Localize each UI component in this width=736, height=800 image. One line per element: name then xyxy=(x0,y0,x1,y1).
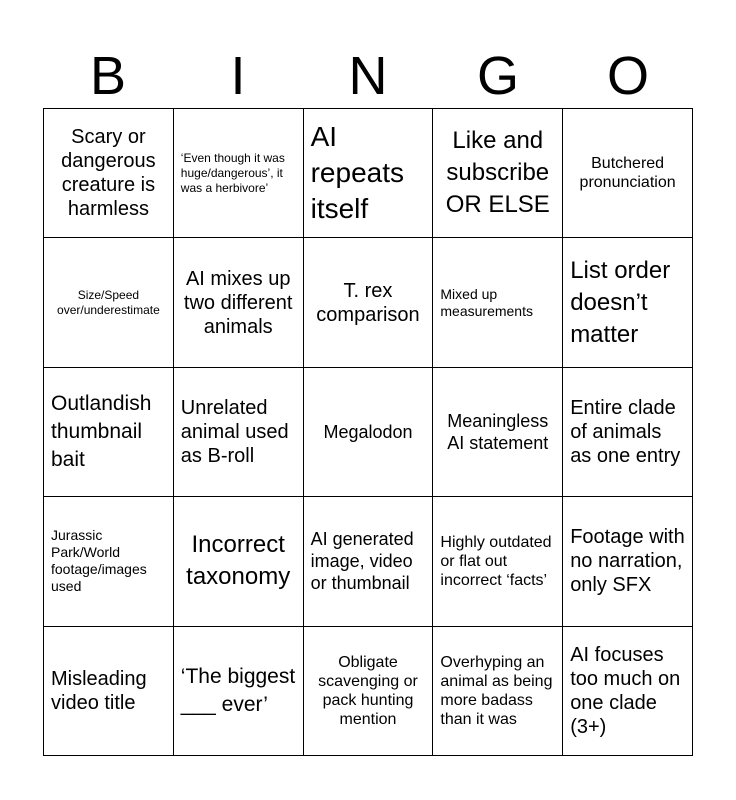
cell-text: Meaningless AI statement xyxy=(447,410,549,453)
cell-text: Footage with no narration, only SFX xyxy=(570,526,685,597)
bingo-cell-r3c5[interactable] xyxy=(563,368,693,497)
cell-text: Megalodon xyxy=(323,421,413,442)
bingo-cell-r4c5[interactable] xyxy=(563,497,693,626)
bingo-cell-r3c1[interactable] xyxy=(44,368,174,497)
cell-text: Obligate scavenging or pack hunting mention xyxy=(318,653,418,728)
cell-text: Like and subscribe OR ELSE xyxy=(445,127,550,219)
header-letter-n: N xyxy=(348,46,388,106)
bingo-cell-r1c2[interactable] xyxy=(174,109,304,238)
bingo-cell-r5c5[interactable] xyxy=(563,627,693,756)
cell-text: AI generated image, video or thumbnail xyxy=(310,529,414,594)
cell-text: Overhyping an animal as being more badass than it was xyxy=(440,653,553,728)
bingo-cell-r1c3[interactable] xyxy=(304,109,434,238)
bingo-grid xyxy=(43,108,693,756)
cell-text: Misleading video title xyxy=(51,667,147,714)
bingo-cell-r4c3[interactable] xyxy=(304,497,434,626)
header-letter-i: I xyxy=(230,46,246,106)
cell-text: AI mixes up two different animals xyxy=(183,267,293,338)
bingo-cell-r1c4[interactable] xyxy=(433,109,563,238)
bingo-cell-r4c4[interactable] xyxy=(433,497,563,626)
cell-text: AI focuses too much on one clade (3+) xyxy=(570,643,681,738)
bingo-cell-r2c5[interactable] xyxy=(563,238,693,367)
cell-text: Butchered pronunciation xyxy=(579,155,676,192)
cell-text: AI repeats itself xyxy=(310,121,404,225)
cell-text: Mixed up measurements xyxy=(440,285,533,319)
bingo-cell-r5c4[interactable] xyxy=(433,627,563,756)
header-letter-g: G xyxy=(476,46,519,106)
bingo-cell-r2c3[interactable] xyxy=(304,238,434,367)
cell-text: Scary or dangerous creature is harmless xyxy=(61,126,156,221)
cell-text: Incorrect taxonomy xyxy=(186,531,291,591)
bingo-cell-r5c2[interactable] xyxy=(174,627,304,756)
bingo-cell-r1c5[interactable] xyxy=(563,109,693,238)
bingo-cell-r5c1[interactable] xyxy=(44,627,174,756)
cell-text: List order doesn’t matter xyxy=(570,256,671,348)
bingo-cell-r4c1[interactable] xyxy=(44,497,174,626)
cell-text: Highly outdated or flat out incorrect ‘facts’ xyxy=(440,533,552,589)
bingo-cell-r3c3[interactable] xyxy=(304,368,434,497)
cell-text: Outlandish thumbnail bait xyxy=(51,391,152,471)
bingo-cell-r2c1[interactable] xyxy=(44,238,174,367)
header-letter-o: O xyxy=(606,46,649,106)
bingo-cell-r4c2[interactable] xyxy=(174,497,304,626)
bingo-cell-r3c2[interactable] xyxy=(174,368,304,497)
bingo-cell-r2c4[interactable] xyxy=(433,238,563,367)
cell-text: Size/Speed over/underestimate xyxy=(57,287,160,317)
bingo-cell-r5c3[interactable] xyxy=(304,627,434,756)
cell-text: ‘The biggest ___ ever’ xyxy=(180,664,296,716)
cell-text: ‘Even though it was huge/dangerous’, it was a herbivore’ xyxy=(180,150,285,195)
bingo-cell-r3c4[interactable] xyxy=(433,368,563,497)
bingo-cell-r1c1[interactable] xyxy=(44,109,174,238)
header-letter-b: B xyxy=(89,46,127,106)
bingo-header xyxy=(43,44,693,108)
bingo-cell-r2c2[interactable] xyxy=(174,238,304,367)
cell-text: T. rex comparison xyxy=(316,279,420,326)
cell-text: Entire clade of animals as one entry xyxy=(570,396,681,467)
cell-text: Jurassic Park/World footage/images used xyxy=(51,527,147,595)
cell-text: Unrelated animal used as B-roll xyxy=(180,396,289,467)
